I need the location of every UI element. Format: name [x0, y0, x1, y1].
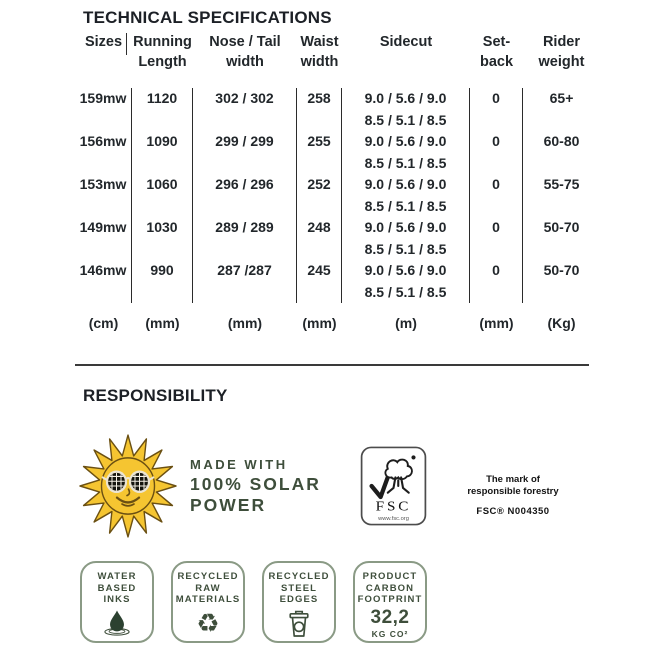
size-cell: 149mw [75, 217, 132, 260]
solar-line-1: MADE WITH [190, 457, 288, 472]
nose-tail-cell: 296 / 296 [193, 174, 297, 217]
table-row [75, 260, 600, 303]
running-length-cell: 1090 [132, 131, 193, 174]
unit-label: (mm) [479, 315, 514, 331]
unit-label: (mm) [302, 315, 337, 331]
solar-line-2: 100% SOLAR [190, 474, 321, 494]
badge-product-carbon-footprint: PRODUCT CARBON FOOTPRINT 32,2 KG CO² [353, 561, 427, 643]
sidecut-cell: 9.0 / 5.6 / 9.0 8.5 / 5.1 / 8.5 [342, 88, 470, 131]
trash-bin-icon [287, 610, 311, 638]
carbon-footprint-unit: KG CO² [371, 628, 409, 639]
unit-label: (cm) [88, 315, 119, 331]
setback-cell: 0 [470, 88, 523, 131]
running-length-cell: 1060 [132, 174, 193, 217]
fsc-label: FSC [375, 497, 412, 515]
fsc-url: www.fsc.org [378, 515, 409, 522]
column-header-sizes: Sizes [84, 34, 123, 50]
rider-weight-cell: 50-70 [543, 219, 580, 235]
recycle-arrows-icon: ♻ [196, 608, 220, 639]
fsc-license-number: FSC® N004350 [476, 506, 550, 517]
waist-cell: 255 [297, 131, 342, 174]
column-header-waist-width: Waist width [300, 34, 339, 70]
table-row [75, 217, 600, 260]
solar-line-3: POWER [190, 495, 267, 515]
running-length-cell: 990 [132, 260, 193, 303]
spec-table-body [75, 88, 600, 303]
rider-weight-cell: 55-75 [543, 176, 580, 192]
nose-tail-cell: 289 / 289 [193, 217, 297, 260]
header-column-divider [126, 33, 127, 55]
nose-tail-cell: 287 /287 [193, 260, 297, 303]
running-length-cell: 1030 [132, 217, 193, 260]
water-drop-icon [103, 610, 131, 636]
table-row [75, 131, 600, 174]
column-header-rider-weight: Rider weight [538, 34, 585, 70]
sidecut-cell: 9.0 / 5.6 / 9.0 8.5 / 5.1 / 8.5 [342, 131, 470, 174]
column-header-nose-tail-width: Nose / Tail width [209, 34, 281, 70]
spec-table [75, 32, 600, 331]
fsc-certification-block [360, 446, 573, 526]
waist-cell: 258 [297, 88, 342, 131]
badge-recycled-raw-materials: RECYCLED RAW MATERIALS ♻ [171, 561, 245, 643]
column-header-setback: Set- back [479, 34, 514, 70]
nose-tail-cell: 299 / 299 [193, 131, 297, 174]
spec-table-header [75, 32, 600, 72]
unit-label: (Kg) [547, 315, 576, 331]
responsibility-title: RESPONSIBILITY [83, 386, 228, 405]
waist-cell: 252 [297, 174, 342, 217]
solar-power-text [190, 456, 321, 516]
running-length-cell: 1120 [132, 88, 193, 131]
table-row [75, 88, 600, 131]
tech-specs-title: TECHNICAL SPECIFICATIONS [83, 8, 332, 27]
setback-cell: 0 [470, 260, 523, 303]
column-header-running-length: Running Length [133, 34, 192, 70]
units-row [75, 315, 600, 331]
rider-weight-cell: 60-80 [543, 133, 580, 149]
nose-tail-cell: 302 / 302 [193, 88, 297, 131]
unit-label: (mm) [227, 315, 263, 331]
unit-label: (m) [395, 315, 417, 331]
solar-power-block [78, 433, 321, 539]
setback-cell: 0 [470, 131, 523, 174]
sidecut-cell: 9.0 / 5.6 / 9.0 8.5 / 5.1 / 8.5 [342, 260, 470, 303]
badge-recycled-steel-edges: RECYCLED STEEL EDGES [262, 561, 336, 643]
table-row [75, 174, 600, 217]
size-cell: 159mw [75, 88, 132, 131]
size-cell: 153mw [75, 174, 132, 217]
carbon-footprint-value: 32,2 [370, 606, 410, 628]
setback-cell: 0 [470, 217, 523, 260]
section-divider [75, 364, 589, 366]
setback-cell: 0 [470, 174, 523, 217]
size-cell: 156mw [75, 131, 132, 174]
unit-label: (mm) [145, 315, 180, 331]
rider-weight-cell: 50-70 [543, 262, 580, 278]
badge-water-based-inks: WATER BASED INKS [80, 561, 154, 643]
fsc-text-block [453, 474, 573, 517]
sidecut-cell: 9.0 / 5.6 / 9.0 8.5 / 5.1 / 8.5 [342, 217, 470, 260]
waist-cell: 248 [297, 217, 342, 260]
fsc-checkmark-tree-icon [360, 446, 427, 526]
eco-badges-row [80, 561, 427, 643]
column-header-sidecut: Sidecut [379, 34, 433, 50]
fsc-tagline-line-2: responsible forestry [467, 485, 559, 497]
fsc-tagline-line-1: The mark of [486, 474, 540, 485]
sun-with-sunglasses-icon [78, 433, 178, 539]
sidecut-cell: 9.0 / 5.6 / 9.0 8.5 / 5.1 / 8.5 [342, 174, 470, 217]
waist-cell: 245 [297, 260, 342, 303]
rider-weight-cell: 65+ [549, 90, 574, 106]
size-cell: 146mw [75, 260, 132, 303]
